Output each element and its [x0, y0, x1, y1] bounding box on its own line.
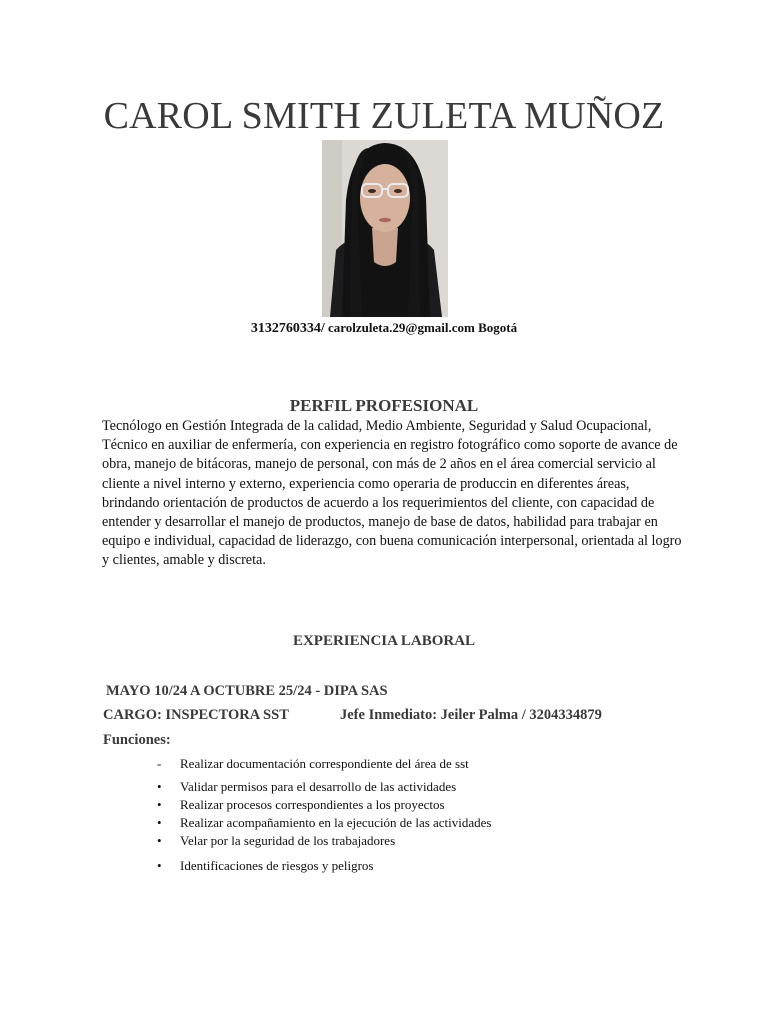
contact-line — [0, 320, 768, 337]
task-text: Realizar documentación correspondiente del área de sst — [180, 756, 469, 771]
profile-text: Tecnólogo en Gestión Integrada de la calidad, Medio Ambiente, Seguridad y Salud Ocupacional, Técnico en auxiliar de enfermería, con experiencia en registro fotográfico como soporte de avance de obra, manejo de bitácoras, manejo de personal, con más de 2 años en el área comercial servicio al cliente a nivel interno y externo, experiencia como operaria de produccin en diferentes áreas, brindando orientación de productos de acuerdo a los requerimientos del cliente, con capacidad de entender y desarrollar el manejo de productos, manejo de base de datos, habilidad para trabajar en equipo e individual, capacidad de liderazgo, con buena comunicación interpersonal, orientada al logro y clientes, amable y discreta. — [102, 418, 682, 569]
supervisor: Jefe Inmediato: Jeiler Palma / 3204334879 — [340, 707, 602, 723]
profile-photo — [322, 140, 448, 317]
bullet-icon: • — [157, 779, 162, 794]
functions-label: Funciones: — [103, 732, 171, 748]
list-marker: - — [157, 756, 162, 771]
job-title: CARGO: INSPECTORA SST — [103, 707, 289, 723]
task-text: Realizar acompañamiento en la ejecución de las actividades — [180, 815, 492, 830]
list-item — [157, 779, 456, 795]
job-role-line — [103, 706, 602, 724]
phone-number: 3132760334/ — [250, 321, 325, 336]
task-text: Identificaciones de riesgos y peligros — [180, 858, 374, 873]
bullet-icon: • — [157, 858, 162, 873]
profile-heading: PERFIL PROFESIONAL — [289, 396, 479, 415]
list-item — [157, 833, 395, 849]
list-item — [157, 815, 492, 831]
bullet-icon: • — [157, 797, 162, 812]
email-city: carolzuleta.29@gmail.com Bogotá — [324, 320, 518, 335]
bullet-icon: • — [157, 815, 162, 830]
list-item — [157, 858, 374, 874]
task-text: Velar por la seguridad de los trabajadores — [180, 833, 396, 848]
task-text: Realizar procesos correspondientes a los proyectos — [180, 797, 445, 812]
list-item — [157, 756, 469, 772]
experience-heading: EXPERIENCIA LABORAL — [292, 633, 476, 649]
task-text: Validar permisos para el desarrollo de las actividades — [180, 779, 457, 794]
list-item — [157, 797, 445, 813]
candidate-name: CAROL SMITH ZULETA MUÑOZ — [103, 95, 665, 137]
job-period: MAYO 10/24 A OCTUBRE 25/24 - DIPA SAS — [106, 683, 388, 699]
bullet-icon: • — [157, 833, 162, 848]
